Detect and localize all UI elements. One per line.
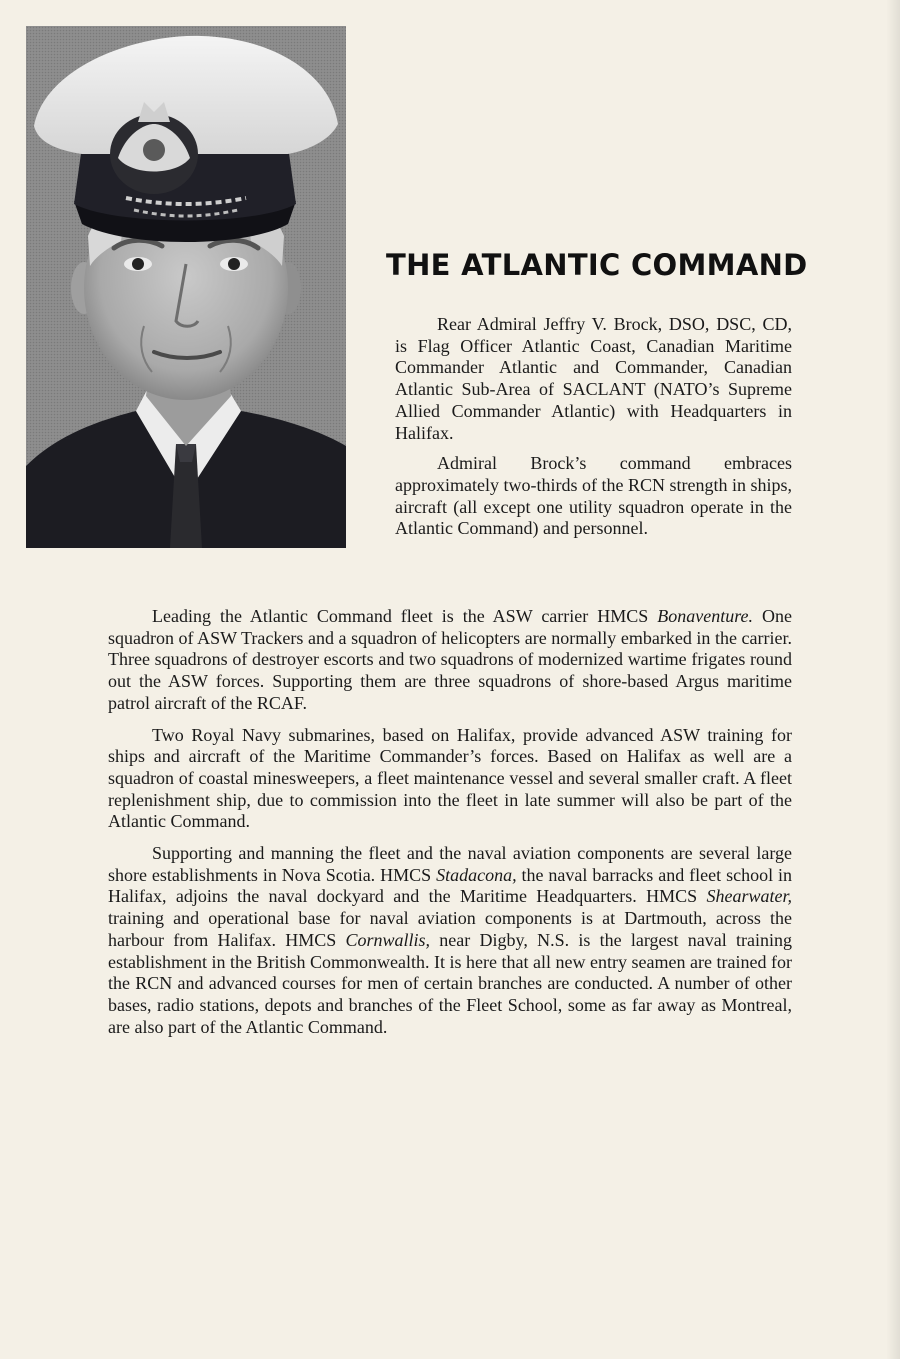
body-paragraph-3-text-c: training and operational base for naval aviation components is at Dartmouth, across the harbour from Halifax. HMCS (108, 908, 792, 950)
body-paragraph-1-text-b: One squadron of ASW Trackers and a squadron of helicopters are normally embarked in the carrier. Three squadrons of destroyer escorts and two squadrons of modernized wartime frigates round out the ASW forces. Supporting them are three squadrons of shore-based Argus maritime patrol aircraft of the RCAF. (108, 606, 792, 713)
body-paragraph-1-text-a: Leading the Atlantic Command fleet is the ASW carrier HMCS (152, 606, 658, 626)
body-paragraph-3-text-a: Supporting and manning the fleet and the naval aviation components are several large shore establishments in Nova Scotia. HMCS (108, 843, 792, 885)
body-paragraph-3-text-d: near Digby, N.S. is the largest naval training establishment in the British Commonwealth. It is here that all new entry seamen are trained for the RCN and advanced courses for men of certain branches are conducted. A number of other bases, radio stations, depots and branches of the Fleet School, some as far away as Montreal, are also part of the Atlantic Command. (108, 929, 792, 1037)
intro-paragraph-2: Admiral Brock’s command embraces approximately two-thirds of the RCN strength in ships, aircraft (all except one utility squadron operate in the Atlantic Command) and personnel. (395, 453, 792, 539)
body-paragraph-3-text-b: the naval barracks and fleet school in Halifax, adjoins the naval dockyard and the Maritime Headquarters. HMCS (108, 864, 792, 907)
intro-section (395, 314, 792, 549)
ship-name-stadacona: Stadacona, (436, 864, 517, 885)
ship-name-cornwallis: Cornwallis, (345, 929, 431, 950)
intro-paragraph-1: Rear Admiral Jeffry V. Brock, DSO, DSC, CD, is Flag Officer Atlantic Coast, Canadian Maritime Commander Atlantic and Commander, Canadian Atlantic Sub-Area of SACLANT (NATO’s Supreme Allied Commander Atlantic) with Headquarters in Halifax. (395, 314, 792, 443)
page-edge-shadow (886, 0, 900, 1359)
body-paragraph-3 (108, 843, 792, 1038)
admiral-portrait-photo (26, 26, 346, 548)
ship-name-bonaventure: Bonaventure. (657, 606, 754, 626)
body-paragraph-2: Two Royal Navy submarines, based on Halifax, provide advanced ASW training for ships and aircraft of the Maritime Commander’s forces. Based on Halifax as well are a squadron of coastal minesweepers, a fleet maintenance vessel and several smaller craft. A fleet replenishment ship, due to commission into the fleet in late summer will also be part of the Atlantic Command. (108, 724, 792, 832)
body-section (108, 606, 792, 1048)
body-paragraph-1 (108, 606, 792, 715)
page-title: THE ATLANTIC COMMAND (386, 248, 808, 282)
ship-name-shearwater: Shearwater, (706, 886, 792, 907)
